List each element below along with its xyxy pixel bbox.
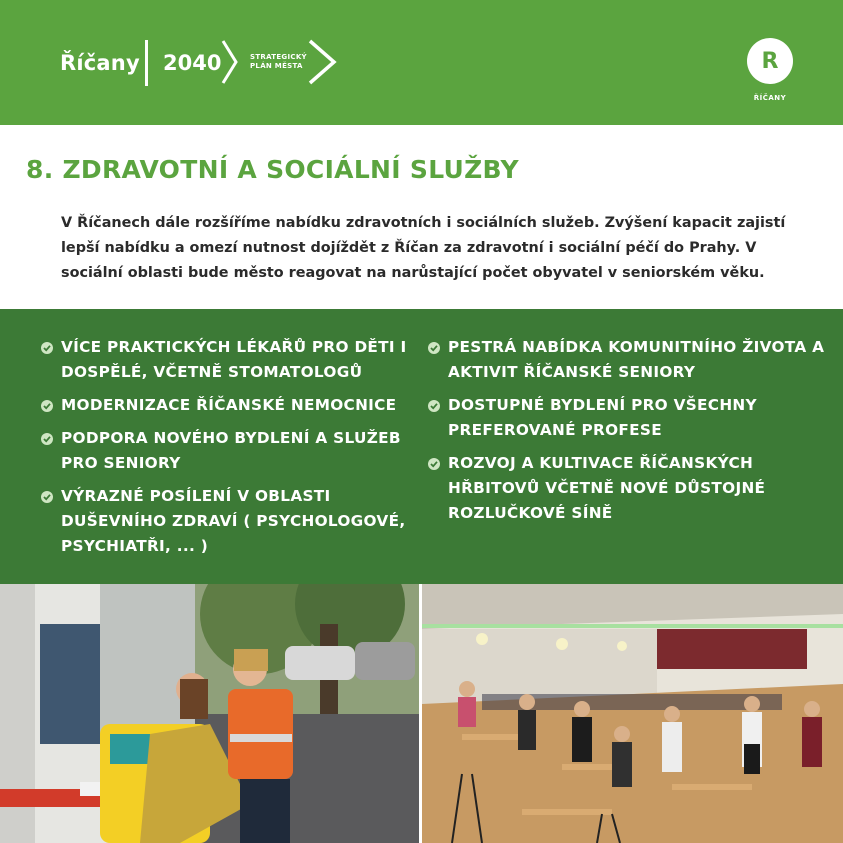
bullet-text: DOSTUPNÉ BYDLENÍ PRO VŠECHNY PREFEROVANÉ PROFESE	[448, 396, 757, 439]
check-circle-icon	[40, 399, 54, 413]
check-circle-icon	[427, 399, 441, 413]
bullet-item	[427, 451, 827, 526]
check-circle-icon	[40, 341, 54, 355]
bullet-text: MODERNIZACE ŘÍČANSKÉ NEMOCNICE	[61, 396, 397, 414]
chevron-right-icon	[220, 38, 240, 86]
photo-ambulance	[0, 584, 419, 843]
bullet-item	[40, 335, 420, 385]
bullet-text: ROZVOJ A KULTIVACE ŘÍČANSKÝCH HŘBITOVŮ VČETNĚ NOVÉ DŮSTOJNÉ ROZLUČKOVÉ SÍNĚ	[448, 454, 766, 522]
logo-caption: ŘÍČANY	[753, 94, 787, 102]
header-divider	[145, 40, 148, 86]
bullet-item	[427, 335, 827, 385]
bullet-text: VÝRAZNÉ POSÍLENÍ V OBLASTI DUŠEVNÍHO ZDRAVÍ ( PSYCHOLOGOVÉ, PSYCHIATŘI, ... )	[61, 487, 406, 555]
bullet-item	[40, 426, 420, 476]
check-circle-icon	[40, 490, 54, 504]
section-intro: V Říčanech dále rozšíříme nabídku zdravotních i sociálních služeb. Zvýšení kapacit zajistí lepší nabídku a omezí nutnost dojíždět z Říčan za zdravotní i sociální péčí do Prahy. V sociální oblasti bude město reagovat na narůstající počet obyvatel v seniorském věku.	[61, 215, 786, 281]
plan-year: 2040	[163, 51, 222, 75]
logo-letter: R	[761, 48, 779, 74]
bullet-item	[40, 393, 420, 418]
photo-seniors-dance	[422, 584, 843, 843]
plan-label-line1: STRATEGICKÝ	[250, 53, 307, 61]
plan-label	[250, 53, 307, 71]
brand-name: Říčany	[60, 51, 140, 75]
bullet-text: VÍCE PRAKTICKÝCH LÉKAŘŮ PRO DĚTI I DOSPĚLÉ, VČETNĚ STOMATOLOGŮ	[61, 338, 407, 381]
city-logo	[747, 38, 793, 84]
bullet-item	[40, 484, 420, 559]
check-circle-icon	[427, 457, 441, 471]
plan-label-line2: PLÁN MĚSTA	[250, 62, 303, 70]
bullets-right	[427, 335, 827, 534]
chevron-right-icon	[306, 38, 338, 86]
bullet-item	[427, 393, 827, 443]
bullets-left	[40, 335, 420, 567]
check-circle-icon	[40, 432, 54, 446]
bullet-text: PESTRÁ NABÍDKA KOMUNITNÍHO ŽIVOTA A AKTIVIT ŘÍČANSKÉ SENIORY	[448, 338, 825, 381]
bullet-text: PODPORA NOVÉHO BYDLENÍ A SLUŽEB PRO SENIORY	[61, 429, 401, 472]
check-circle-icon	[427, 341, 441, 355]
section-title: 8. ZDRAVOTNÍ A SOCIÁLNÍ SLUŽBY	[26, 155, 519, 184]
header-bar	[0, 0, 843, 125]
